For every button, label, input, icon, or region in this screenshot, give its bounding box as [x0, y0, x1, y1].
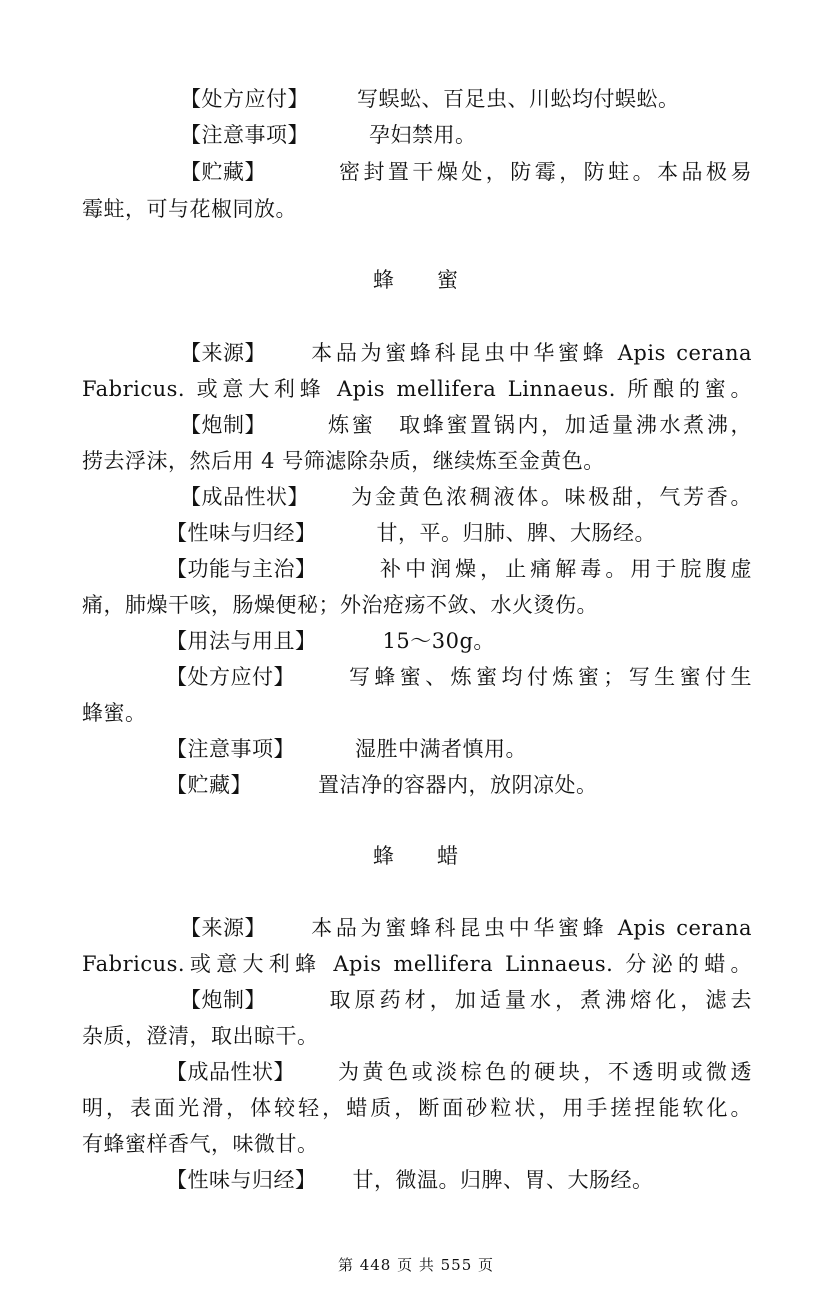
fengla-paozhi-line-1: [180, 982, 752, 1018]
fengla-laiyuan-text-2: Fabricus.或意大利蜂 Apis mellifera Linnaeus. 分泌的蜡。: [82, 952, 752, 976]
page-footer: 第 448 页 共 555 页: [337, 1256, 495, 1274]
prev-zhucang-label: 【贮藏】: [180, 160, 266, 184]
fengmi-chufang-line-2: [82, 695, 752, 731]
fengla-xingwei-label: 【性味与归经】: [166, 1168, 317, 1192]
fengmi-chengpin-line: [180, 479, 752, 515]
prev-zhuyi-text: 孕妇禁用。: [369, 123, 477, 147]
fengmi-chufang-text-2: 蜂蜜。: [82, 701, 147, 725]
fengmi-chufang-text-1: 写蜂蜜、炼蜜均付炼蜜；写生蜜付生: [345, 665, 752, 689]
fengmi-zhucang-text: 置洁净的容器内，放阴凉处。: [318, 773, 598, 797]
title-fengla-char-2: 蜡: [437, 844, 459, 868]
fengla-laiyuan-label: 【来源】: [180, 916, 266, 940]
fengla-laiyuan-line-2: [82, 946, 752, 982]
fengmi-paozhi-text-1: 炼蜜 取蜂蜜置锅内，加适量沸水煮沸，: [326, 413, 752, 437]
fengla-paozhi-text-2: 杂质，澄清，取出晾干。: [82, 1024, 319, 1048]
section-title-fengmi: [0, 262, 832, 298]
fengmi-yongfa-text: 15～30g。: [382, 629, 495, 653]
fengmi-zhuyi-line: [166, 731, 832, 767]
fengmi-xingwei-text: 甘，平。归肺、脾、大肠经。: [376, 521, 656, 545]
fengmi-zhucang-line: [166, 767, 832, 803]
fengla-xingwei-text: 甘，微温。归脾、胃、大肠经。: [352, 1168, 654, 1192]
fengmi-laiyuan-label: 【来源】: [180, 341, 266, 365]
fengla-laiyuan-line-1: [180, 910, 752, 946]
prev-zhucang-text-1: 密封置干燥处，防霉，防蛀。本品极易: [336, 160, 752, 184]
prev-chufang-line: [180, 81, 752, 117]
fengla-xingwei-line: [166, 1162, 832, 1198]
fengmi-chufang-label: 【处方应付】: [166, 665, 295, 689]
fengmi-paozhi-line-1: [180, 407, 752, 443]
fengmi-gongneng-line-2: [82, 587, 752, 623]
prev-chufang-text: 写蜈蚣、百足虫、川蚣均付蜈蚣。: [357, 87, 680, 111]
fengmi-laiyuan-text-1: 本品为蜜蜂科昆虫中华蜜蜂 Apis cerana: [308, 341, 752, 365]
fengmi-gongneng-text-2: 痛，肺燥干咳，肠燥便秘；外治疮疡不敛、水火烫伤。: [82, 593, 598, 617]
fengla-paozhi-text-1: 取原药材，加适量水，煮沸熔化，滤去: [326, 988, 752, 1012]
fengmi-xingwei-label: 【性味与归经】: [166, 521, 317, 545]
fengla-chengpin-line-2: [82, 1090, 752, 1126]
fengmi-chufang-line-1: [166, 659, 752, 695]
fengmi-zhucang-label: 【贮藏】: [166, 773, 252, 797]
fengmi-chengpin-label: 【成品性状】: [180, 485, 309, 509]
fengmi-yongfa-line: [166, 623, 832, 659]
fengla-chengpin-line-3: [82, 1126, 752, 1162]
fengla-chengpin-text-1: 为黄色或淡棕色的硬块，不透明或微透: [335, 1060, 752, 1084]
prev-zhuyi-label: 【注意事项】: [180, 123, 309, 147]
title-fengmi-char-2: 蜜: [437, 268, 459, 292]
fengmi-laiyuan-line-2: [82, 371, 752, 407]
prev-zhucang-text-2: 霉蛀，可与花椒同放。: [82, 197, 297, 221]
section-title-fengla: [0, 838, 832, 874]
fengmi-paozhi-text-2: 捞去浮沫，然后用 4 号筛滤除杂质，继续炼至金黄色。: [82, 449, 605, 473]
fengla-chengpin-text-3: 有蜂蜜样香气，味微甘。: [82, 1132, 319, 1156]
fengmi-laiyuan-line-1: [180, 335, 752, 371]
fengmi-laiyuan-text-2: Fabricus. 或意大利蜂 Apis mellifera Linnaeus. 所酿的蜜。: [82, 377, 752, 401]
fengla-chengpin-text-2: 明，表面光滑，体较轻，蜡质，断面砂粒状，用手搓捏能软化。: [82, 1096, 752, 1120]
fengmi-paozhi-label: 【炮制】: [180, 413, 266, 437]
fengla-chengpin-label: 【成品性状】: [166, 1060, 295, 1084]
fengmi-xingwei-line: [166, 515, 832, 551]
fengmi-gongneng-label: 【功能与主治】: [166, 557, 317, 581]
fengla-paozhi-line-2: [82, 1018, 752, 1054]
fengmi-gongneng-line-1: [166, 551, 752, 587]
prev-chufang-label: 【处方应付】: [180, 87, 309, 111]
prev-zhuyi-line: [180, 117, 752, 153]
prev-zhucang-line-2: [82, 191, 752, 227]
fengmi-zhuyi-text: 湿胜中满者慎用。: [355, 737, 527, 761]
fengmi-chengpin-text: 为金黄色浓稠液体。味极甜，气芳香。: [349, 485, 752, 509]
prev-zhucang-line-1: [180, 154, 752, 190]
fengla-laiyuan-text-1: 本品为蜜蜂科昆虫中华蜜蜂 Apis cerana: [308, 916, 752, 940]
fengmi-gongneng-text-1: 补中润燥，止痛解毒。用于脘腹虚: [376, 557, 752, 581]
fengmi-paozhi-line-2: [82, 443, 752, 479]
fengla-chengpin-line-1: [166, 1054, 752, 1090]
fengmi-yongfa-label: 【用法与用且】: [166, 629, 317, 653]
fengmi-zhuyi-label: 【注意事项】: [166, 737, 295, 761]
title-fengla-char-1: 蜂: [373, 844, 395, 868]
fengla-paozhi-label: 【炮制】: [180, 988, 266, 1012]
title-fengmi-char-1: 蜂: [373, 268, 395, 292]
